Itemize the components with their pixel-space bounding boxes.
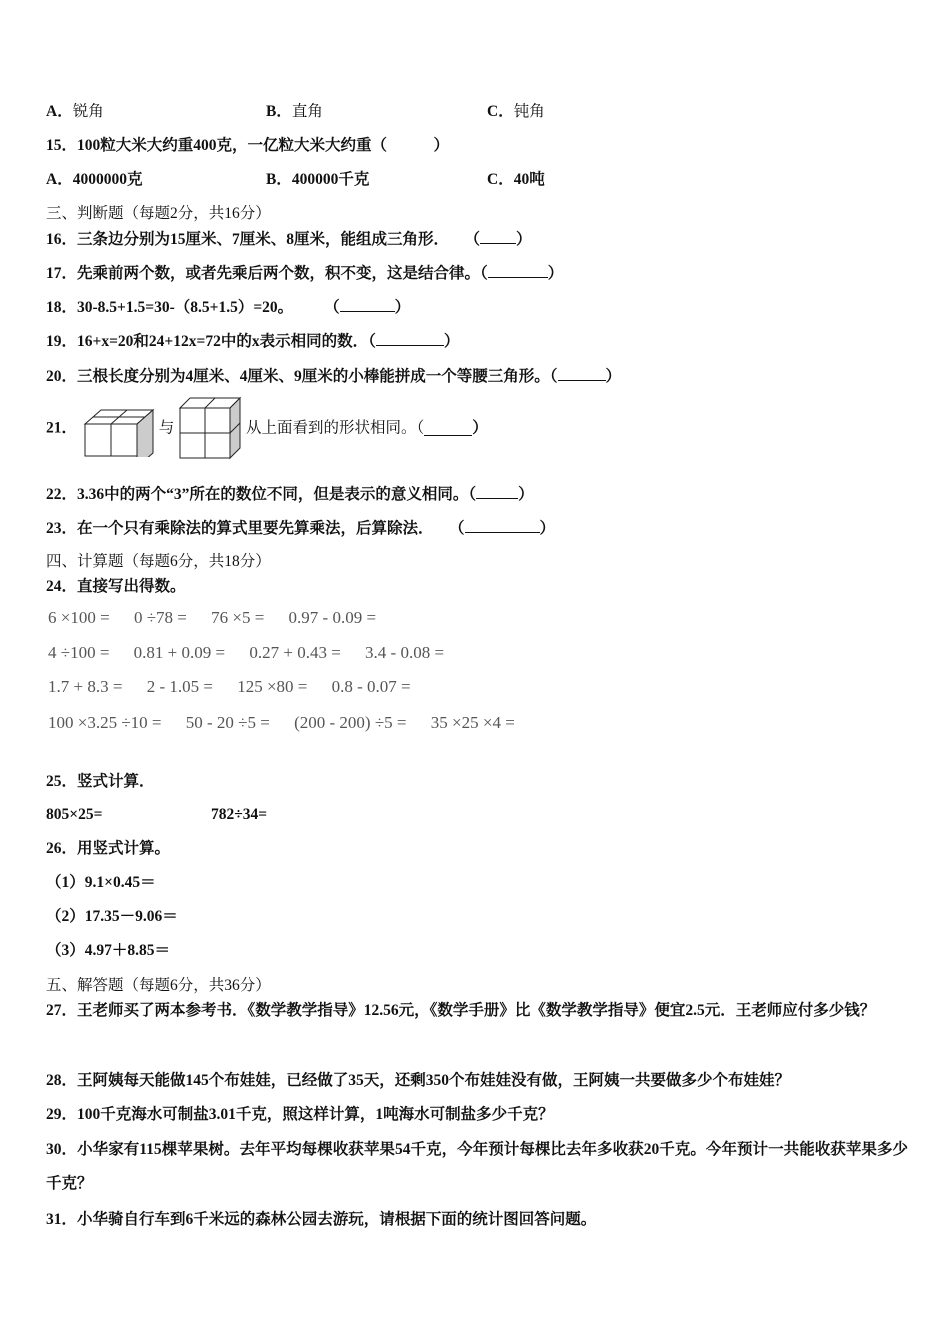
math-item: (200 - 200) ÷5 =	[294, 713, 407, 732]
answer-blank[interactable]	[480, 229, 516, 244]
question-28: 28．王阿姨每天能做145个布娃娃，已经做了35天，还剩350个布娃娃没有做，王阿姨一共要做多少个布娃娃？	[46, 1072, 791, 1089]
question-24-title: 24．直接写出得数。	[46, 578, 186, 595]
question-25-expr-1: 805×25=	[46, 806, 103, 823]
question-26-title: 26．用竖式计算。	[46, 840, 171, 857]
q15-option-b	[266, 170, 369, 190]
paren-close: ）	[443, 333, 460, 350]
section-3-title: 三、判断题（每题2分，共16分）	[46, 205, 271, 222]
question-text: 从上面看到的形状相同。（	[246, 419, 425, 437]
option-text: 40吨	[513, 171, 545, 188]
math-item: 6 ×100 =	[48, 608, 110, 627]
question-30: 30．小华家有115棵苹果树。去年平均每棵收获苹果54千克，今年预计每棵比去年多收获20千克。今年预计一共能收获苹果多少千克？	[46, 1141, 908, 1192]
option-text: 400000千克	[291, 171, 370, 188]
paren-close: ）	[605, 368, 622, 385]
option-letter: A．	[46, 171, 73, 188]
option-letter: B．	[266, 171, 292, 188]
question-26-item-3: （3）4.97＋8.85＝	[46, 942, 171, 959]
q14-option-c	[487, 102, 545, 122]
math-item: 3.4 - 0.08 =	[365, 643, 445, 662]
math-item: 125 ×80 =	[237, 677, 308, 696]
question-31: 31．小华骑自行车到6千米远的森林公园去游玩，请根据下面的统计图回答问题。	[46, 1211, 597, 1228]
paren-close: ）	[547, 265, 564, 282]
answer-blank[interactable]	[376, 331, 444, 346]
paren-close: ）	[516, 231, 532, 248]
math-item: 0.81 + 0.09 =	[133, 643, 226, 662]
cube-figure-flat-icon	[83, 407, 155, 457]
section-5-title: 五、解答题（每题6分，共36分）	[46, 977, 271, 994]
question-text: 17．先乘前两个数，或者先乘后两个数，积不变，这是结合律。（	[46, 265, 488, 282]
option-letter: A．	[46, 103, 73, 120]
option-letter: B．	[266, 103, 292, 120]
question-22	[46, 484, 534, 505]
mental-math-row-2	[48, 643, 464, 663]
mental-math-row-4	[48, 713, 535, 733]
paren-close: ）	[539, 520, 556, 537]
q15-option-a	[46, 170, 142, 190]
paren-close: ）	[394, 299, 411, 316]
question-26-item-1: （1）9.1×0.45＝	[46, 874, 156, 891]
option-text: 4000000克	[72, 171, 143, 188]
paren-close: ）	[472, 419, 488, 437]
answer-blank[interactable]	[340, 297, 395, 312]
math-item: 0.97 - 0.09 =	[288, 608, 377, 627]
paren-close: ）	[518, 486, 534, 503]
question-16	[46, 229, 532, 250]
question-text: 19．16+x=20和24+12x=72中的x表示相同的数．（	[46, 333, 376, 350]
math-item: 1.7 + 8.3 =	[48, 677, 123, 696]
section-4-title: 四、计算题（每题6分，共18分）	[46, 553, 271, 570]
question-25-title: 25．竖式计算．	[46, 773, 155, 790]
answer-blank[interactable]	[476, 484, 518, 499]
question-15: 15．100粒大米大约重400克，一亿粒大米大约重（ ）	[46, 137, 450, 154]
question-text: 20．三根长度分别为4厘米、4厘米、9厘米的小棒能拼成一个等腰三角形。（	[46, 368, 558, 385]
question-text: 16．三条边分别为15厘米、7厘米、8厘米，能组成三角形． （	[46, 231, 481, 248]
option-text: 直角	[291, 103, 323, 120]
q15-option-c	[487, 170, 545, 190]
option-text: 钝角	[513, 103, 545, 120]
math-item: 35 ×25 ×4 =	[430, 713, 515, 732]
question-20	[46, 366, 621, 387]
math-item: 0.27 + 0.43 =	[249, 643, 341, 662]
question-25-expr-2: 782÷34=	[211, 806, 268, 823]
mental-math-row-1	[48, 608, 396, 628]
math-item: 4 ÷100 =	[48, 643, 110, 662]
question-number: 21．	[46, 419, 78, 437]
option-letter: C．	[487, 171, 514, 188]
question-23	[46, 518, 555, 539]
math-item: 50 - 20 ÷5 =	[185, 713, 270, 732]
question-19	[46, 331, 459, 352]
question-text: 23．在一个只有乘除法的算式里要先算乘法，后算除法． （	[46, 520, 465, 537]
question-text: 18．30-8.5+1.5=30-（8.5+1.5）=20。 （	[46, 299, 340, 316]
connector-text: 与	[158, 419, 175, 437]
answer-blank[interactable]	[558, 366, 606, 381]
option-letter: C．	[487, 103, 514, 120]
question-21	[46, 396, 488, 460]
q14-option-b	[266, 102, 323, 122]
answer-blank[interactable]	[488, 263, 548, 278]
math-item: 2 - 1.05 =	[146, 677, 213, 696]
question-18	[46, 297, 410, 318]
question-text: 22．3.36中的两个“3”所在的数位不同，但是表示的意义相同。（	[46, 486, 477, 503]
option-text: 锐角	[72, 103, 104, 120]
answer-blank[interactable]	[424, 421, 472, 436]
question-17	[46, 263, 563, 284]
question-26-item-2: （2）17.35－9.06＝	[46, 908, 178, 925]
math-item: 76 ×5 =	[211, 608, 265, 627]
mental-math-row-3	[48, 677, 431, 697]
question-29: 29．100千克海水可制盐3.01千克，照这样计算，1吨海水可制盐多少千克？	[46, 1106, 554, 1123]
q14-option-a	[46, 102, 104, 122]
math-item: 0 ÷78 =	[133, 608, 187, 627]
answer-blank[interactable]	[465, 518, 540, 533]
cube-figure-stacked-icon	[178, 396, 242, 460]
math-item: 100 ×3.25 ÷10 =	[48, 713, 162, 732]
question-27: 27．王老师买了两本参考书．《数学教学指导》12.56元，《数学手册》比《数学教学指导》便宜2.5元．王老师应付多少钱？	[46, 1002, 876, 1019]
math-item: 0.8 - 0.07 =	[331, 677, 411, 696]
